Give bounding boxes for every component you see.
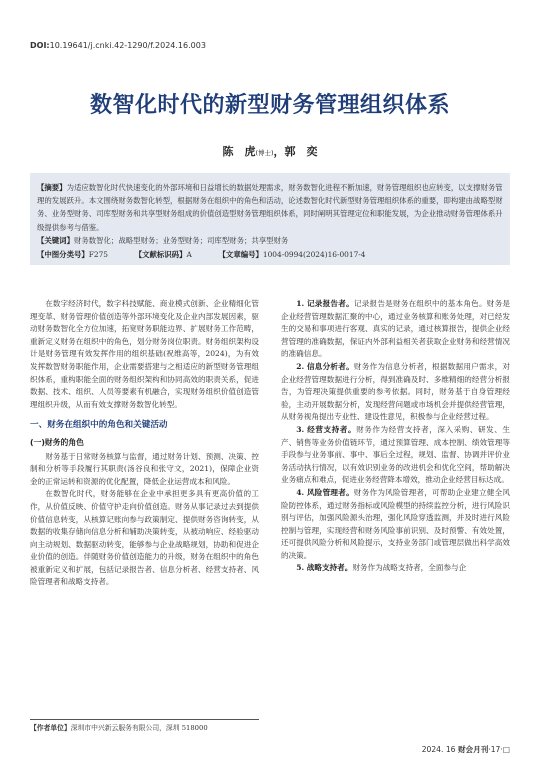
left-column — [30, 298, 259, 589]
affiliation-text: 深圳市中兴新云服务有限公司，深圳 518000 — [70, 724, 208, 732]
art-value: 1004-0994(2024)16-0017-4 — [262, 250, 366, 259]
clc-label: 【中图分类号】 — [37, 250, 89, 259]
role-text: 财务作为风险管理者，可帮助企业建立健全风险防控体系，通过财务指标或风险模型的持续监控分析，进行风险识别与评估，加强风险源头治理，强化风险穿透监测，并及时进行风险控制与管理，实现经营和财务风险事前识别、及时预警、有效处置，还可提供风险分析和风险提示，支持业务部门或管理层做出科学高效的决策。 — [281, 487, 510, 560]
article-title: 数智化时代的新型财务管理组织体系 — [89, 93, 450, 118]
doc-label: 【文献标识码】 — [134, 250, 187, 259]
abstract-text: 为适应数智化时代快速变化的外部环境和日益增长的数据处理需求，财务数智化进程不断加速，财务管理组织也应转变，以支撑财务管理的发展跃升。本文围绕财务数智化转型，根据财务在组织中的角色和活动，论述数智化时代新型财务管理组织体系的重要，即构建由战略型财务、业务型财务、司库型财务和共享型财务组成的价值创造型财务管理组织体系，同时阐明其管理定位和职能发展，为企业推动财务管理体系升级提供参考与借鉴。 — [37, 183, 503, 232]
page-footer — [422, 744, 510, 755]
footnote-divider — [30, 719, 259, 720]
body-paragraph: 在数智化时代，财务能够在企业中承担更多具有更高价值的工作，从价值反映、价值守护走向价值创造。财务从事记录过去到提供价值信息转变，从核算记账向参与政策制定、提供财务咨询转变，从数据的收集存储向信息分析和辅助决策转变，从被动响应、经验驱动向主动规划、数据驱动转变，能够参与企业战略规划，协助和促进企业价值的创造。伴随财务价值创造能力的升级，财务在组织中的角色被重新定义和扩展，包括记录报告者、信息分析者、经营支持者、风险管理者和战略支持者。 — [30, 489, 259, 587]
author-2: ，郭 奕 — [273, 145, 318, 158]
role-label: 1. 记录报告者。 — [296, 299, 354, 308]
role-label: 5. 战略支持者。 — [296, 563, 353, 573]
abstract-label: 【摘要】 — [37, 183, 67, 192]
section-heading-1: 一、财务在组织中的角色和关键活动 — [30, 420, 168, 431]
keywords-text: 财务数智化；战略型财务；业务型财务；司库型财务；共享型财务 — [73, 236, 289, 245]
right-column — [281, 298, 510, 575]
author-affiliation — [30, 722, 208, 732]
doi-label: DOI: — [30, 41, 50, 50]
footer-mark: □ — [502, 745, 510, 754]
keywords — [37, 235, 507, 247]
authors — [0, 143, 540, 159]
role-label: 2. 信息分析者。 — [296, 361, 354, 371]
abstract — [37, 181, 505, 234]
author-1: 陈 虎 — [222, 145, 256, 158]
author-1-note: (博士) — [255, 149, 274, 157]
clc-value: F275 — [88, 250, 108, 259]
body-paragraph: 财务基于日常财务核算与监督，通过财务计划、预测、决策、控制和分析等手段履行其职责(汤谷良和张守文，2021)，保障企业资金的正常运转和资源的优化配置，降低企业运营成本和风险。 — [30, 451, 259, 486]
role-text: 记录报告是财务在组织中的基本角色。财务是企业经营管理数据汇聚的中心，通过业务核算和账务处理，对已经发生的交易和事项进行客观、真实的记录，通过核算报告，提供企业经营管理的准确数据，保证内外部利益相关者获取企业财务和经营情况的准确信息。 — [281, 299, 510, 359]
role-paragraph-5 — [281, 562, 510, 575]
role-text: 财务作为经营支持者，深入采购、研发、生产、销售等业务价值链环节，通过预算管理、成本控制、绩效管理等手段参与业务事前、事中、事后全过程，规划、监督、协调并评价业务活动执行情况，以有效识别业务的改进机会和优化空间，帮助解决业务痛点和难点，促进业务经营降本增效，推动企业经营目标达成。 — [281, 424, 510, 485]
role-text: 财务作为战略支持者，全面参与企 — [352, 563, 467, 573]
footer-issue: 2024. 16 — [421, 745, 456, 754]
footer-journal: 财会月刊 — [457, 745, 489, 754]
role-text: 财务作为信息分析者，根据数据用户需求，对企业经营管理数据进行分析，得到准确及时、多维精细的经营分析报告，为管理决策提供重要的参考依据。同时，财务基于自身管理经验，主动开展数据分析，发现经营问题或市场机会并提供经营管理，从财务视角提出专业性、建设性意见，积极参与企业经营过程。 — [281, 361, 510, 422]
doi-value: 10.19641/j.cnki.42-1290/f.2024.16.003 — [49, 41, 206, 50]
role-paragraph-2 — [281, 361, 510, 424]
role-paragraph-3 — [281, 424, 510, 487]
art-label: 【文章编号】 — [218, 250, 263, 259]
intro-paragraph: 在数字经济时代，数字科技赋能、商业模式创新、企业精细化管理变革、财务管理价值创造等外部环境变化及企业内部发展因素，驱动财务数智化全方位加速，拓宽财务职能边界、扩展财务工作范畴，重新定义财务在组织中的角色，划分财务岗位职责。财务组织架构设计是财务管理有效发挥作用的组织基础(祝维高等，2024)，为有效发挥数智财务职能作用，企业需要搭建与之相适应的新型财务管理组织体系，重构职能全面的财务组织架构和协同高效的职责关系，促进数据、技术、组织、人员等要素有机融合，实现财务组织价值创造管理组织升级，从而有效支撑财务数智化转型。 — [30, 299, 259, 409]
affiliation-label: 【作者单位】 — [30, 724, 71, 732]
doc-value: A — [186, 250, 192, 259]
role-paragraph-1 — [281, 298, 510, 361]
keywords-label: 【关键词】 — [37, 236, 74, 245]
subsection-heading-1: (一)财务的角色 — [30, 437, 84, 447]
footer-page: ·17· — [488, 745, 503, 754]
role-paragraph-4 — [281, 487, 510, 563]
article-meta — [37, 249, 366, 261]
role-label: 3. 经营支持者。 — [296, 424, 357, 434]
role-label: 4. 风险管理者。 — [296, 487, 354, 497]
doi-line — [30, 41, 206, 50]
